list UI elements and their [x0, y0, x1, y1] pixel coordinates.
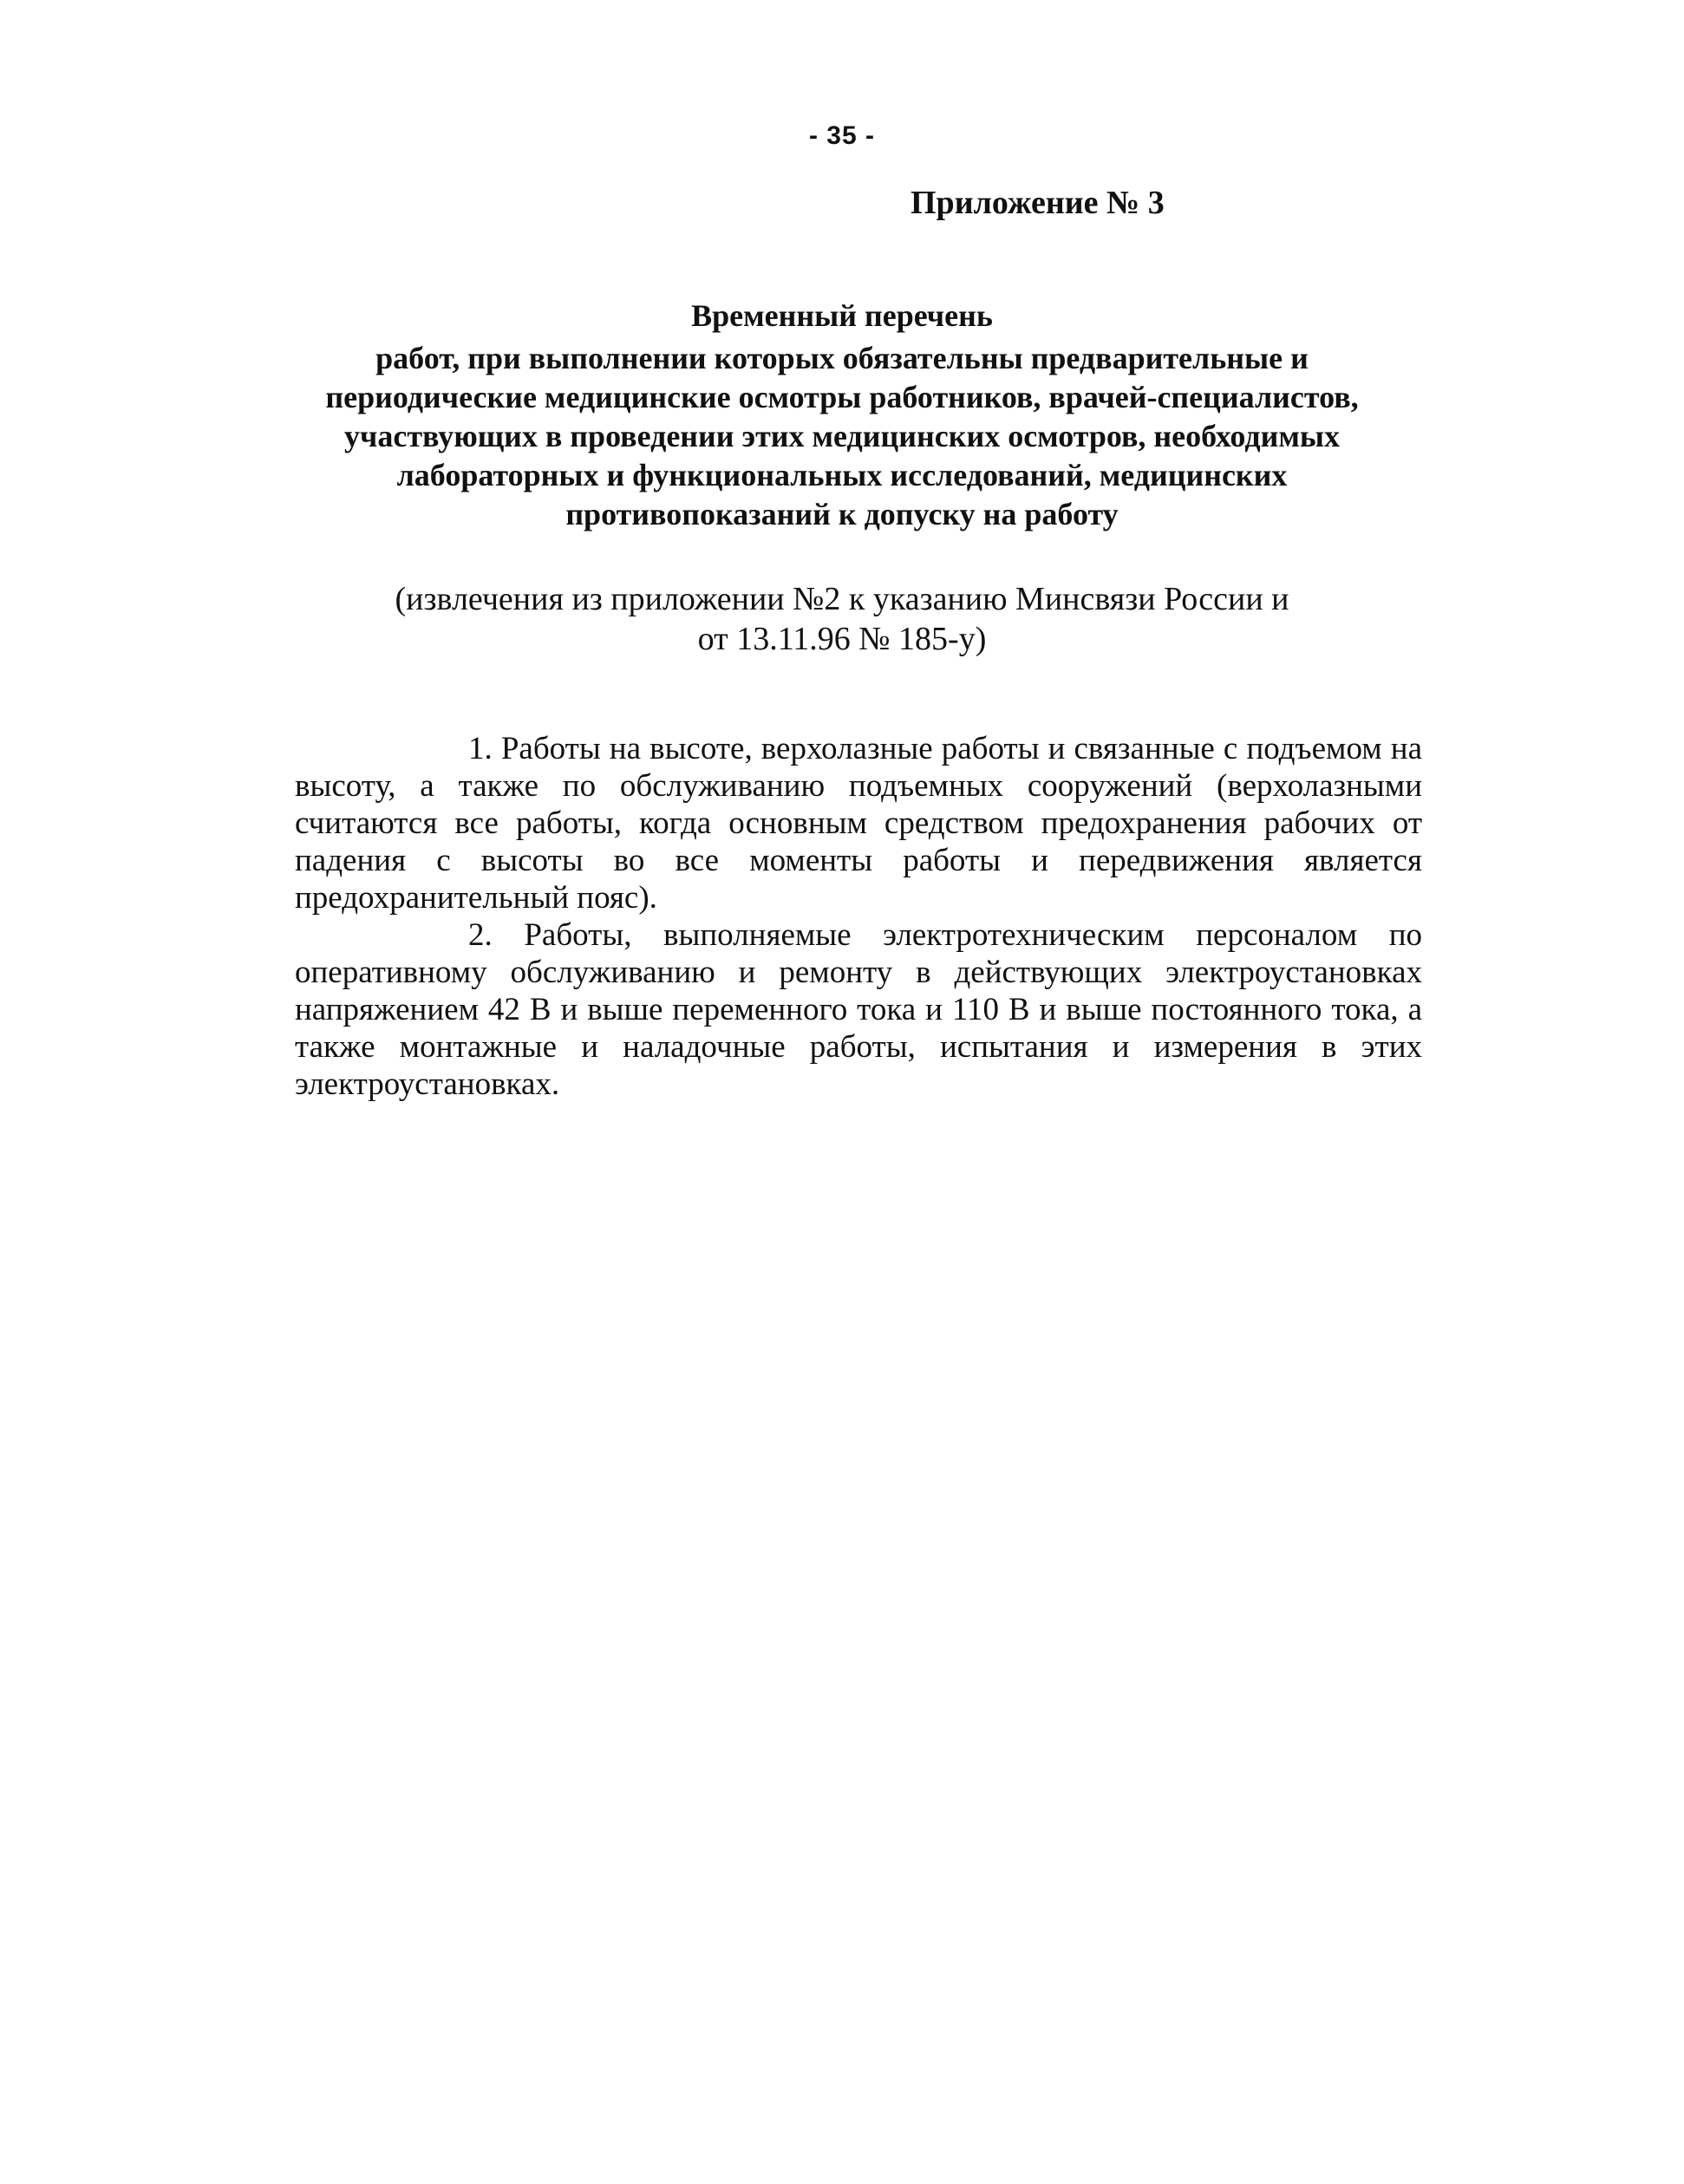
document-body	[295, 730, 1422, 1103]
source-reference	[260, 579, 1424, 659]
title-line: лабораторных и функциональных исследований, медицинских	[396, 458, 1288, 492]
title-line: периодические медицинские осмотры работников, врачей-специалистов,	[325, 380, 1359, 414]
source-line: (извлечения из приложении №2 к указанию Минсвязи России и	[395, 581, 1289, 617]
title-line: работ, при выполнении которых обязательны предварительные и	[375, 341, 1309, 375]
page-number: - 35 -	[808, 121, 876, 150]
document-title	[260, 297, 1424, 534]
title-line: Временный перечень	[691, 298, 993, 333]
list-item: 2. Работы, выполняемые электротехническим персоналом по оперативному обслуживанию и ремонту в действующих электроустановках напряжением 42 В и выше переменного тока и 110 В и выше постоянного тока, а также монтажные и наладочные работы, испытания и измерения в этих электроустановках.	[295, 917, 1422, 1102]
source-line: от 13.11.96 № 185-у)	[697, 621, 987, 657]
list-item: 1. Работы на высоте, верхолазные работы и связанные с подъемом на высоту, а также по обслуживанию подъемных сооружений (верхолазными считаются все работы, когда основным средством предохранения рабочих от падения с высоты во все моменты работы и передвижения является предохранительный пояс).	[295, 731, 1422, 916]
appendix-label: Приложение № 3	[911, 185, 1165, 221]
title-line: участвующих в проведении этих медицинских осмотров, необходимых	[344, 419, 1340, 453]
title-line: противопоказаний к допуску на работу	[565, 497, 1119, 531]
